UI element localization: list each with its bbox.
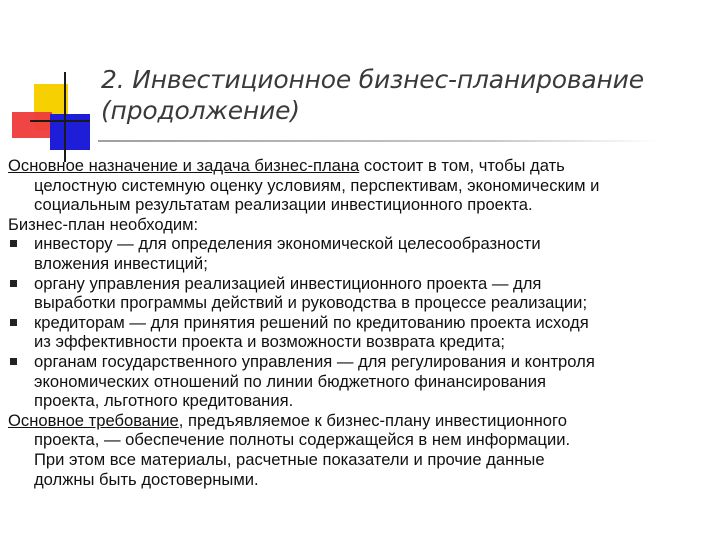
purpose-rest: состоит в том, чтобы дать	[359, 156, 565, 175]
paragraph-needed-for	[8, 215, 712, 235]
purpose-line-3: социальным результатам реализации инвестиционного проекта.	[34, 195, 533, 215]
requirement-line-2: проекта, — обеспечение полноты содержащейся в нем информации.	[34, 430, 571, 450]
square-bullet-icon	[10, 240, 17, 247]
square-bullet-icon	[10, 358, 17, 365]
requirement-line-4: должны быть достоверными.	[34, 469, 259, 489]
list-item: органу управления реализацией инвестиционного проекта — для выработки программы действий и руководства в процессе реализации;	[8, 274, 712, 313]
requirement-rest: , предъявляемое к бизнес-плану инвестиционного	[178, 410, 567, 430]
needed-for-text: Бизнес-план необходим:	[8, 214, 199, 234]
logo-red-block	[12, 112, 52, 138]
purpose-line-2: целостную системную оценку условиям, перспективам, экономическим и	[34, 175, 600, 195]
paragraph-requirement	[8, 411, 712, 489]
purpose-underlined: Основное назначение и задача бизнес-плана	[8, 156, 360, 175]
list-item: органам государственного управления — для регулирования и контроля экономических отношений по линии бюджетного финансирования проекта, льготного кредитования.	[8, 352, 712, 411]
requirement-underlined: Основное требование	[8, 410, 179, 430]
title-underline-rule	[98, 140, 658, 142]
paragraph-purpose	[8, 156, 712, 215]
slide-title	[101, 64, 701, 126]
list-item: кредиторам — для принятия решений по кредитованию проекта исходя из эффективности проекта и возможности возврата кредита;	[8, 313, 712, 352]
slide-body	[8, 156, 712, 489]
logo-vertical-line	[64, 72, 66, 162]
title-line-2: (продолжение)	[101, 96, 300, 125]
square-bullet-icon	[10, 319, 17, 326]
logo-horizontal-line	[30, 120, 90, 122]
title-line-1: 2. Инвестиционное бизнес-планирование	[101, 65, 644, 94]
requirement-line-3: При этом все материалы, расчетные показатели и прочие данные	[34, 449, 545, 469]
list-item: инвестору — для определения экономической целесообразности вложения инвестиций;	[8, 234, 712, 273]
square-bullet-icon	[10, 280, 17, 287]
